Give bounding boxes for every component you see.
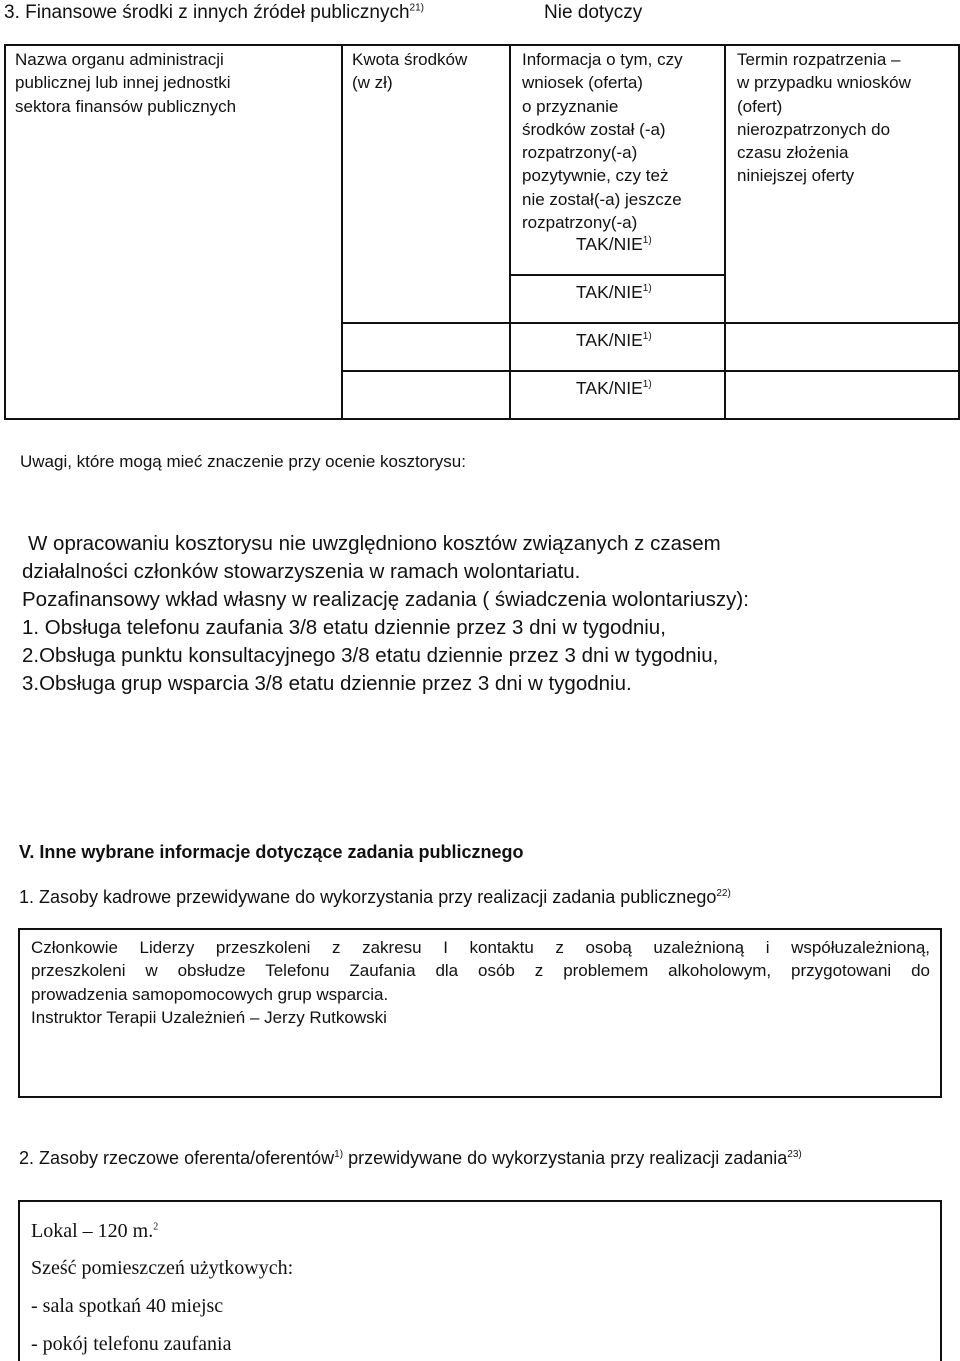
remarks-label: Uwagi, które mogą mieć znaczenie przy ocenie kosztorysu:: [20, 452, 466, 471]
table-border-bottom: [4, 418, 960, 420]
material-resources-line: Sześć pomieszczeń użytkowych:: [31, 1257, 294, 1279]
table-row-divider: [341, 370, 960, 372]
section-3-status: Nie dotyczy: [544, 2, 643, 23]
remarks-line: Pozafinansowy wkład własny w realizację zadania ( świadczenia wolontariuszy):: [22, 588, 749, 611]
table-column-divider: [724, 44, 726, 420]
tak-nie-option: TAK/NIE$^{1)}$: [576, 378, 652, 398]
human-resources-line: przeszkoleni w obsłudze Telefonu Zaufania dla osób z problemem alkoholowym, przygotowani do: [31, 961, 930, 981]
human-resources-line: prowadzenia samopomocowych grup wsparcia.: [31, 984, 389, 1004]
human-resources-box: [18, 928, 942, 1098]
table-border-top: [4, 44, 960, 46]
material-resources-line: Lokal – 120 m.$^2$: [31, 1220, 159, 1242]
funds-table: [4, 44, 960, 420]
remarks-line: działalności członków stowarzyszenia w ramach wolontariatu.: [22, 560, 581, 583]
material-resources-box: [18, 1200, 942, 1361]
header-organ-name: Nazwa organu administracji publicznej lub innej jednostki sektora finansów publicznych: [15, 50, 237, 116]
tak-nie-option: TAK/NIE$^{1)}$: [576, 234, 652, 254]
material-resources-line: - pokój telefonu zaufania: [31, 1333, 232, 1355]
table-row-divider: [509, 274, 724, 276]
remarks-line: 2.Obsługa punktu konsultacyjnego 3/8 etatu dziennie przez 3 dni w tygodniu,: [22, 644, 719, 667]
table-border-left: [4, 44, 6, 420]
header-application-info: Informacja o tym, czy wniosek (oferta) o przyznanie środków został (-a) rozpatrzony(-a) pozytywnie, czy też nie został(-a) jeszcze rozpatrzony(-a): [522, 50, 683, 233]
header-amount: Kwota środków (w zł): [352, 50, 468, 93]
human-resources-title: 1. Zasoby kadrowe przewidywane do wykorzystania przy realizacji zadania publicznego$^{22)}$: [19, 887, 731, 907]
table-row-divider: [341, 322, 960, 324]
header-review-deadline: Termin rozpatrzenia – w przypadku wniosków (ofert) nierozpatrzonych do czasu złożenia niniejszej oferty: [737, 50, 911, 186]
section-5-title: V. Inne wybrane informacje dotyczące zadania publicznego: [19, 842, 524, 862]
remarks-line: W opracowaniu kosztorysu nie uwzględniono kosztów związanych z czasem: [28, 532, 721, 555]
remarks-text: [22, 530, 749, 698]
material-resources-line: - sala spotkań 40 miejsc: [31, 1295, 224, 1317]
human-resources-line: Instruktor Terapii Uzależnień – Jerzy Rutkowski: [31, 1007, 387, 1027]
remarks-line: 3.Obsługa grup wsparcia 3/8 etatu dziennie przez 3 dni w tygodniu.: [22, 672, 632, 695]
human-resources-line: Członkowie Liderzy przeszkoleni z zakresu I kontaktu z osobą uzależnioną i współuzależnioną,: [31, 938, 930, 957]
section-3-title: 3. Finansowe środki z innych źródeł publicznych$^{21)}$: [4, 2, 424, 23]
remarks-line: 1. Obsługa telefonu zaufania 3/8 etatu dziennie przez 3 dni w tygodniu,: [22, 616, 666, 639]
table-column-divider: [509, 44, 511, 420]
material-resources-title: 2. Zasoby rzeczowe oferenta/oferentów$^{1)}$ przewidywane do wykorzystania przy realizacji zadania$^{23)}$: [19, 1148, 802, 1168]
tak-nie-option: TAK/NIE$^{1)}$: [576, 330, 652, 350]
tak-nie-option: TAK/NIE$^{1)}$: [576, 282, 652, 302]
table-column-divider: [341, 44, 343, 420]
